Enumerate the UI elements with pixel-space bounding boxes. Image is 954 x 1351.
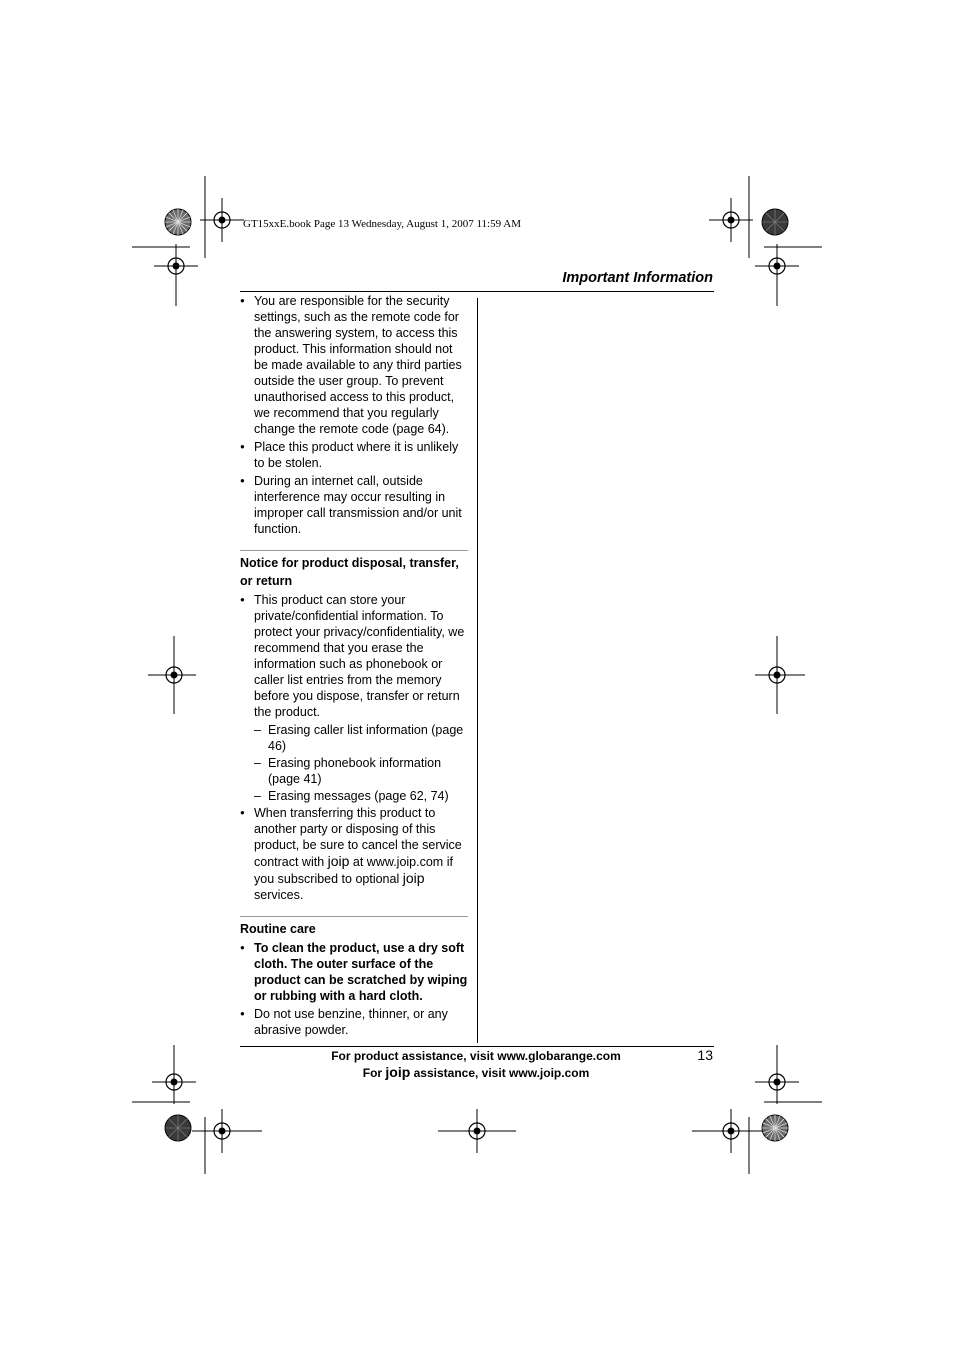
- text-part: assistance, visit www.joip.com: [410, 1066, 590, 1080]
- section-divider: [240, 550, 468, 551]
- text-part: services.: [254, 888, 304, 902]
- footer-line-1: For product assistance, visit www.globarange.com: [331, 1049, 621, 1063]
- sub-list-item: – Erasing phonebook information (page 41): [240, 755, 468, 787]
- disposal-heading: Notice for product disposal, transfer, or return: [240, 556, 459, 588]
- sub-list-item: – Erasing caller list information (page 46): [240, 722, 468, 754]
- sub-list-item: – Erasing messages (page 62, 74): [240, 788, 468, 804]
- joip-brand: joip: [327, 853, 350, 869]
- footer-rule: [240, 1046, 714, 1047]
- list-item: ● This product can store your private/confidential information. To protect your privacy/confidentiality, we recommend that you erase the information such as phonebook or caller list entries from the memory before you dispose, transfer or return the product.: [240, 592, 468, 720]
- list-item: ● Place this product where it is unlikely to be stolen.: [240, 439, 468, 471]
- list-item: [240, 805, 468, 903]
- footer-line-2: [300, 1064, 652, 1081]
- section-title: Important Information: [562, 270, 713, 286]
- text-part: For: [362, 1066, 386, 1080]
- list-item: ● During an internet call, outside interference may occur resulting in improper call transmission and/or unit function.: [240, 473, 468, 537]
- care-heading: Routine care: [240, 922, 316, 936]
- header-rule: [240, 291, 714, 292]
- list-item: ● Do not use benzine, thinner, or any abrasive powder.: [240, 1006, 468, 1038]
- text-part: When transferring this product to another party or disposing of this product, be sure to cancel the service contract with: [254, 806, 462, 869]
- footer: [300, 1048, 652, 1081]
- left-column: [240, 293, 468, 1040]
- section-divider: [240, 916, 468, 917]
- list-item: ● To clean the product, use a dry soft cloth. The outer surface of the product can be scratched by wiping or rubbing with a hard cloth.: [240, 940, 468, 1004]
- column-divider: [477, 298, 478, 1043]
- joip-brand: joip: [402, 870, 425, 886]
- page-number: 13: [697, 1047, 713, 1063]
- text-part: at www.joip.com if you subscribed to optional: [254, 855, 453, 886]
- list-item: ● You are responsible for the security settings, such as the remote code for the answering system, to access this product. This information should not be made available to any third parties outside the user group. To prevent unauthorised access to this product, we recommend that you regularly change the remote code (page 64).: [240, 293, 468, 437]
- file-info-line: GT15xxE.book Page 13 Wednesday, August 1, 2007 11:59 AM: [243, 218, 521, 230]
- joip-brand: joip: [385, 1064, 411, 1080]
